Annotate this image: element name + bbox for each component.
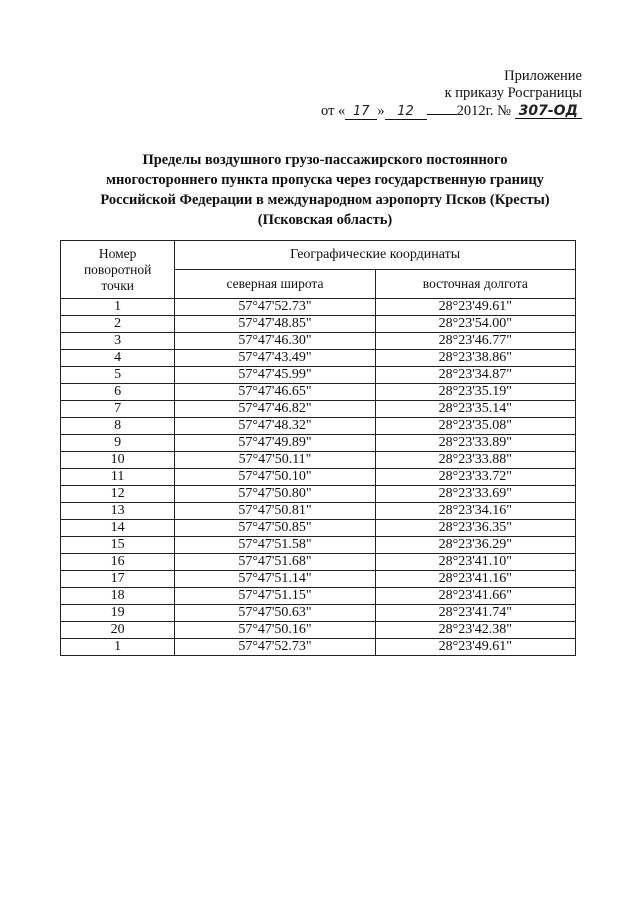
longitude-cell: 28°23'34.16" bbox=[375, 503, 575, 520]
latitude-cell: 57°47'51.14" bbox=[175, 571, 375, 588]
longitude-cell: 28°23'42.38" bbox=[375, 622, 575, 639]
latitude-cell: 57°47'50.11" bbox=[175, 452, 375, 469]
order-day-handwritten: 17 bbox=[345, 105, 377, 120]
longitude-cell: 28°23'41.74" bbox=[375, 605, 575, 622]
longitude-cell: 28°23'34.87" bbox=[375, 367, 575, 384]
title-line-1: Пределы воздушного грузо-пассажирского постоянного bbox=[142, 152, 508, 168]
table-row bbox=[61, 571, 576, 588]
order-mid: » bbox=[377, 103, 385, 119]
table-row bbox=[61, 639, 576, 656]
latitude-cell: 57°47'50.10" bbox=[175, 469, 375, 486]
order-month-handwritten: 12 bbox=[385, 105, 427, 120]
point-number-cell: 12 bbox=[61, 486, 175, 503]
longitude-cell: 28°23'33.72" bbox=[375, 469, 575, 486]
latitude-cell: 57°47'46.82" bbox=[175, 401, 375, 418]
table-row bbox=[61, 520, 576, 537]
longitude-cell: 28°23'41.16" bbox=[375, 571, 575, 588]
point-number-cell: 6 bbox=[61, 384, 175, 401]
order-number-handwritten: 307-ОД bbox=[515, 104, 582, 119]
document-title bbox=[60, 150, 590, 230]
latitude-cell: 57°47'43.49" bbox=[175, 350, 375, 367]
point-number-cell: 18 bbox=[61, 588, 175, 605]
table-row bbox=[61, 503, 576, 520]
point-number-cell: 5 bbox=[61, 367, 175, 384]
point-number-cell: 9 bbox=[61, 435, 175, 452]
table-row bbox=[61, 486, 576, 503]
latitude-cell: 57°47'52.73" bbox=[175, 639, 375, 656]
table-row bbox=[61, 452, 576, 469]
table-row bbox=[61, 333, 576, 350]
point-number-cell: 3 bbox=[61, 333, 175, 350]
table-row bbox=[61, 384, 576, 401]
longitude-cell: 28°23'49.61" bbox=[375, 299, 575, 316]
longitude-cell: 28°23'33.89" bbox=[375, 435, 575, 452]
title-line-4: (Псковская область) bbox=[257, 212, 393, 228]
point-number-cell: 8 bbox=[61, 418, 175, 435]
latitude-cell: 57°47'46.65" bbox=[175, 384, 375, 401]
point-number-cell: 15 bbox=[61, 537, 175, 554]
header-longitude: восточная долгота bbox=[375, 270, 575, 299]
coordinates-table bbox=[60, 240, 576, 656]
longitude-cell: 28°23'41.66" bbox=[375, 588, 575, 605]
appendix-order-ref: к приказу Росграницы bbox=[444, 85, 582, 101]
longitude-cell: 28°23'35.14" bbox=[375, 401, 575, 418]
longitude-cell: 28°23'41.10" bbox=[375, 554, 575, 571]
appendix-header bbox=[321, 68, 582, 120]
longitude-cell: 28°23'33.88" bbox=[375, 452, 575, 469]
point-number-cell: 4 bbox=[61, 350, 175, 367]
order-prefix: от « bbox=[321, 103, 346, 119]
title-line-2: многостороннего пункта пропуска через государственную границу bbox=[106, 172, 544, 188]
table-row bbox=[61, 435, 576, 452]
table-row bbox=[61, 469, 576, 486]
table-row bbox=[61, 401, 576, 418]
table-row bbox=[61, 350, 576, 367]
order-year: 2012г. № bbox=[456, 103, 511, 119]
longitude-cell: 28°23'46.77" bbox=[375, 333, 575, 350]
point-number-cell: 17 bbox=[61, 571, 175, 588]
longitude-cell: 28°23'36.35" bbox=[375, 520, 575, 537]
point-number-cell: 14 bbox=[61, 520, 175, 537]
latitude-cell: 57°47'51.58" bbox=[175, 537, 375, 554]
header-point-line-2: поворотной bbox=[83, 261, 152, 277]
table-body bbox=[61, 299, 576, 656]
table-row bbox=[61, 537, 576, 554]
latitude-cell: 57°47'50.63" bbox=[175, 605, 375, 622]
point-number-cell: 2 bbox=[61, 316, 175, 333]
header-point-line-1: Номер bbox=[98, 245, 137, 261]
point-number-cell: 19 bbox=[61, 605, 175, 622]
table-row bbox=[61, 418, 576, 435]
latitude-cell: 57°47'48.85" bbox=[175, 316, 375, 333]
point-number-cell: 1 bbox=[61, 299, 175, 316]
point-number-cell: 1 bbox=[61, 639, 175, 656]
table-row bbox=[61, 367, 576, 384]
longitude-cell: 28°23'38.86" bbox=[375, 350, 575, 367]
point-number-cell: 11 bbox=[61, 469, 175, 486]
latitude-cell: 57°47'49.89" bbox=[175, 435, 375, 452]
longitude-cell: 28°23'36.29" bbox=[375, 537, 575, 554]
point-number-cell: 13 bbox=[61, 503, 175, 520]
longitude-cell: 28°23'35.08" bbox=[375, 418, 575, 435]
latitude-cell: 57°47'51.68" bbox=[175, 554, 375, 571]
header-point-number bbox=[61, 241, 175, 299]
latitude-cell: 57°47'51.15" bbox=[175, 588, 375, 605]
latitude-cell: 57°47'50.85" bbox=[175, 520, 375, 537]
latitude-cell: 57°47'46.30" bbox=[175, 333, 375, 350]
longitude-cell: 28°23'33.69" bbox=[375, 486, 575, 503]
title-line-3: Российской Федерации в международном аэропорту Псков (Кресты) bbox=[100, 192, 550, 208]
table-row bbox=[61, 316, 576, 333]
latitude-cell: 57°47'45.99" bbox=[175, 367, 375, 384]
longitude-cell: 28°23'35.19" bbox=[375, 384, 575, 401]
point-number-cell: 10 bbox=[61, 452, 175, 469]
latitude-cell: 57°47'52.73" bbox=[175, 299, 375, 316]
latitude-cell: 57°47'50.81" bbox=[175, 503, 375, 520]
point-number-cell: 7 bbox=[61, 401, 175, 418]
coordinates-table-wrap bbox=[60, 240, 576, 656]
order-blank-line bbox=[427, 102, 457, 115]
longitude-cell: 28°23'54.00" bbox=[375, 316, 575, 333]
header-geo-coordinates: Географические координаты bbox=[175, 241, 576, 270]
header-latitude: северная широта bbox=[175, 270, 375, 299]
point-number-cell: 20 bbox=[61, 622, 175, 639]
latitude-cell: 57°47'50.80" bbox=[175, 486, 375, 503]
appendix-label: Приложение bbox=[504, 68, 582, 84]
header-point-line-3: точки bbox=[101, 277, 135, 293]
point-number-cell: 16 bbox=[61, 554, 175, 571]
order-date-number bbox=[321, 102, 582, 120]
latitude-cell: 57°47'50.16" bbox=[175, 622, 375, 639]
latitude-cell: 57°47'48.32" bbox=[175, 418, 375, 435]
table-row bbox=[61, 299, 576, 316]
table-row bbox=[61, 588, 576, 605]
longitude-cell: 28°23'49.61" bbox=[375, 639, 575, 656]
table-row bbox=[61, 554, 576, 571]
table-row bbox=[61, 605, 576, 622]
table-row bbox=[61, 622, 576, 639]
